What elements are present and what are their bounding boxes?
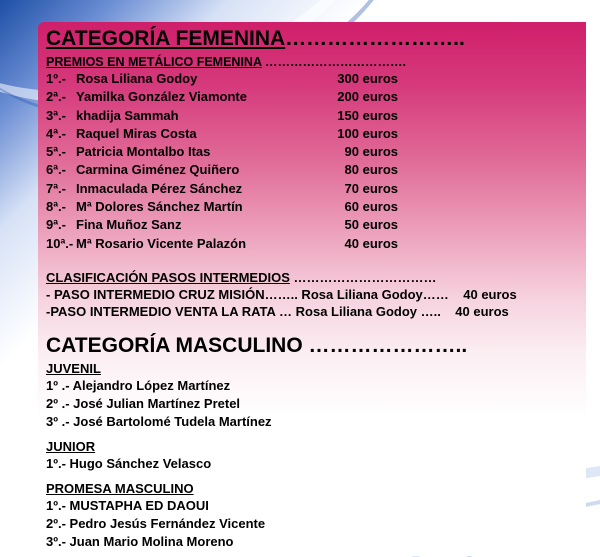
prize-name: Yamilka González Viamonte (76, 89, 247, 105)
prize-amount: 150 euros (337, 107, 398, 123)
group-label-promesa: PROMESA MASCULINO (46, 480, 194, 496)
prize-amount: 100 euros (337, 125, 398, 141)
spacer (46, 253, 596, 269)
prize-row (46, 235, 596, 253)
prize-amount: 40 euros (344, 235, 398, 251)
intermediate-amount: 40 euros (455, 303, 509, 319)
female-title-text: CATEGORÍA FEMENINA (46, 27, 286, 50)
intermediate-text: -PASO INTERMEDIO VENTA LA RATA … Rosa Liliana Godoy ….. (46, 303, 441, 319)
male-title-dots: ………………….. (308, 333, 468, 357)
list-item: 3º .- José Bartolomé Tudela Martínez (46, 413, 272, 429)
prize-row (46, 216, 596, 234)
intermediate-row (46, 286, 596, 303)
prize-amount: 60 euros (344, 199, 398, 215)
prize-name: Fina Muñoz Sanz (76, 217, 182, 233)
intermediate-heading-dots: …………………………… (293, 269, 437, 285)
prize-row (46, 125, 596, 143)
prize-name: Patricia Montalbo Itas (76, 144, 211, 160)
prize-name: Carmina Giménez Quiñero (76, 162, 240, 178)
prize-amount: 70 euros (344, 180, 398, 196)
prize-position: 1º.- (46, 71, 66, 86)
spacer (46, 473, 596, 480)
prize-row (46, 180, 596, 198)
prize-amount: 90 euros (344, 144, 398, 160)
prize-row (46, 161, 596, 179)
spacer (46, 320, 596, 333)
intermediate-row (46, 303, 596, 320)
group-label-junior: JUNIOR (46, 438, 96, 454)
list-item: 1º.- MUSTAPHA ED DAOUI (46, 497, 209, 513)
male-category-title (46, 333, 596, 360)
prize-name: Inmaculada Pérez Sánchez (76, 180, 243, 196)
prizes-heading (46, 54, 596, 70)
list-item: 1º .- Alejandro López Martínez (46, 377, 231, 393)
prize-row (46, 88, 596, 106)
list-item: 3º.- Juan Mario Molina Moreno (46, 533, 234, 549)
prize-name: khadija Sammah (76, 107, 179, 123)
prize-position: 7ª.- (46, 180, 66, 196)
results-document (46, 26, 596, 551)
prize-row (46, 143, 596, 161)
prize-position: 5ª.- (46, 144, 66, 160)
prize-position: 9ª.- (46, 217, 66, 233)
prize-row (46, 107, 596, 125)
intermediate-amount: 40 euros (463, 286, 517, 302)
intermediate-text: - PASO INTERMEDIO CRUZ MISIÓN…….. Rosa Liliana Godoy…… (46, 286, 449, 302)
prize-position: 4ª.- (46, 125, 66, 141)
prize-amount: 80 euros (344, 162, 398, 178)
prize-position: 10ª.- (46, 235, 74, 251)
male-title-text: CATEGORÍA MASCULINO (46, 333, 303, 357)
female-category-title (46, 26, 596, 54)
intermediate-heading (46, 269, 596, 286)
group-label-juvenil: JUVENIL (46, 360, 101, 376)
prize-amount: 300 euros (337, 71, 398, 86)
female-prize-list (46, 70, 596, 253)
spacer (46, 431, 596, 438)
prize-name: Mª Dolores Sánchez Martín (76, 199, 243, 215)
list-item: 2º.- Pedro Jesús Fernández Vicente (46, 515, 266, 531)
prizes-heading-text: PREMIOS EN METÁLICO FEMENINA (46, 55, 262, 69)
prize-name: Mª Rosario Vicente Palazón (76, 235, 247, 251)
prize-position: 6ª.- (46, 162, 66, 178)
prize-row (46, 70, 596, 88)
prize-amount: 200 euros (337, 89, 398, 105)
list-item: 2º .- José Julian Martínez Pretel (46, 395, 241, 411)
prize-position: 2ª.- (46, 89, 66, 105)
intermediate-heading-text: CLASIFICACIÓN PASOS INTERMEDIOS (46, 269, 290, 285)
prize-amount: 50 euros (344, 217, 398, 233)
prize-row (46, 198, 596, 216)
female-title-dots: …………………….. (285, 27, 465, 50)
prize-position: 8ª.- (46, 199, 66, 215)
prize-position: 3ª.- (46, 107, 66, 123)
prizes-heading-dots: ……………………………. (265, 55, 406, 69)
prize-name: Raquel Miras Costa (76, 125, 197, 141)
prize-name: Rosa Liliana Godoy (76, 71, 198, 86)
list-item: 1º.- Hugo Sánchez Velasco (46, 455, 212, 471)
